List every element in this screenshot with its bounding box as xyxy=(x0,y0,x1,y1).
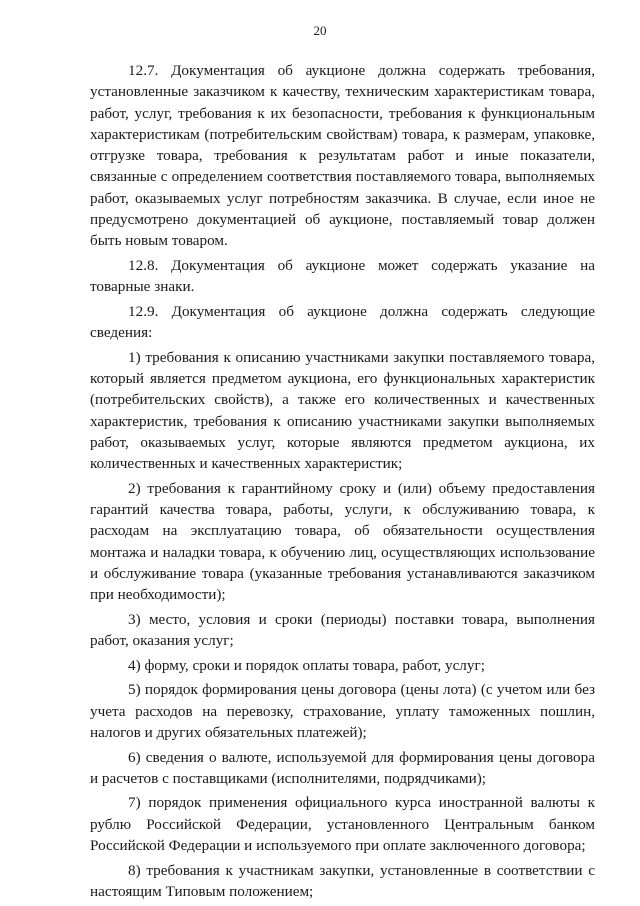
paragraph-12-8: 12.8. Документация об аукционе может содержать указание на товарные знаки. xyxy=(90,256,595,296)
list-item-2: 2) требования к гарантийному сроку и (или) объему предоставления гарантий качества товара, работы, услуги, к обслуживанию товара, к расходам на эксплуатацию товара, об обязательности осуществления монтажа и наладки товара, к обучению лиц, осуществляющих использование и обслуживание товара (указанные требования устанавливаются заказчиком при необходимости); xyxy=(90,479,595,604)
list-item-4: 4) форму, сроки и порядок оплаты товара, работ, услуг; xyxy=(128,656,485,674)
list-item-6: 6) сведения о валюте, используемой для формирования цены договора и расчетов с поставщиками (исполнителями, подрядчиками); xyxy=(90,748,595,787)
list-item-3: 3) место, условия и сроки (периоды) поставки товара, выполнения работ, оказания услуг; xyxy=(90,610,595,650)
list-item-1: 1) требования к описанию участниками закупки поставляемого товара, который является предметом аукциона, его функциональных характеристик (потребительских свойств), а также его количественных и качественных характеристик, требования к описанию участниками закупки выполняемых работ, оказываемых услуг, которые являются предметом аукциона, их количественных и качественных характеристик; xyxy=(90,348,595,473)
paragraph-12-7: 12.7. Документация об аукционе должна содержать требования, установленные заказчиком к качеству, техническим характеристикам товара, работ, услуг, требования к их безопасности, требования к функциональным характеристикам (потребительским свойствам) товара, к размерам, упаковке, отгрузке товара, требования к результатам работ и иные показатели, связанные с определением соответствия поставляемого товара, выполняемых работ, оказываемых услуг потребностям заказчика. В случае, если иное не предусмотрено документацией об аукционе, поставляемый товар должен быть новым товаром. xyxy=(90,62,595,250)
document-body xyxy=(90,60,595,906)
list-item-8: 8) требования к участникам закупки, установленные в соответствии с настоящим Типовым положением; xyxy=(90,861,595,900)
paragraph-12-9: 12.9. Документация об аукционе должна содержать следующие сведения: xyxy=(90,302,595,342)
list-item-7: 7) порядок применения официального курса иностранной валюты к рублю Российской Федерации, установленного Центральным банком Российской Федерации и используемого при оплате заключенного договора; xyxy=(90,794,595,855)
page-number: 20 xyxy=(313,23,327,38)
list-item-5: 5) порядок формирования цены договора (цены лота) (с учетом или без учета расходов на перевозку, страхование, уплату таможенных пошлин, налогов и других обязательных платежей); xyxy=(90,681,595,741)
